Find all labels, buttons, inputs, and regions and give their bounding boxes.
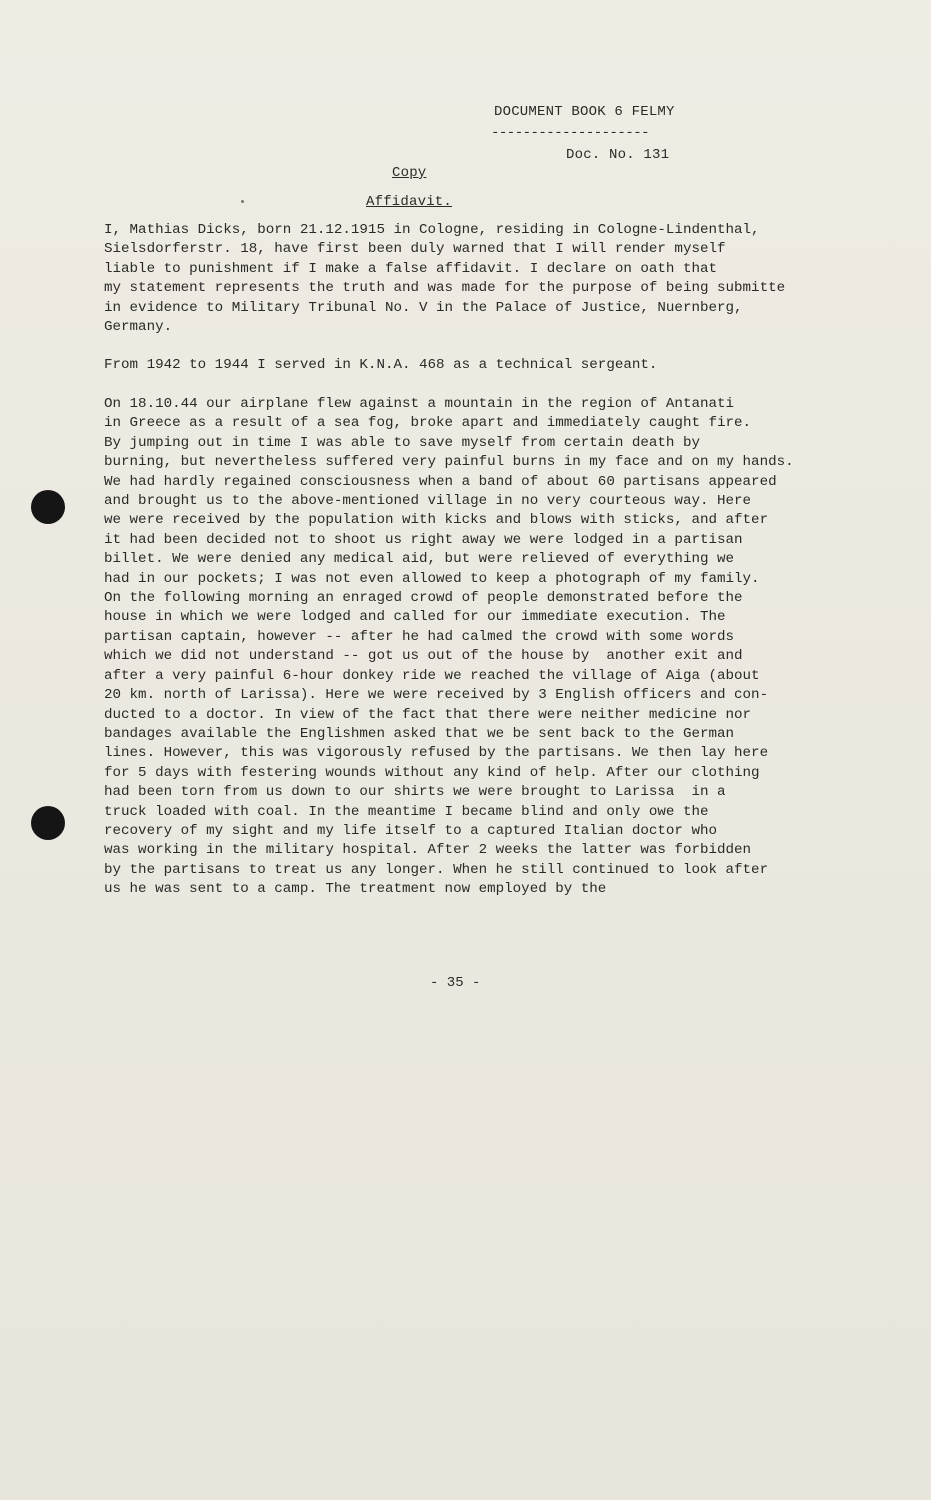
affidavit-title: Affidavit. bbox=[366, 194, 453, 210]
punch-hole-top bbox=[31, 490, 65, 524]
affidavit-intro-paragraph: I, Mathias Dicks, born 21.12.1915 in Cologne, residing in Cologne-Lindenthal, Sielsdorferstr. 18, have first been duly warned that I will render myself liable to punishment if I make a false affidavit. I declare on oath that my statement represents the truth and was made for the purpose of being submitte in evidence to Military Tribunal No. V in the Palace of Justice, Nuernberg, Germany. bbox=[104, 222, 786, 336]
copy-label: Copy bbox=[392, 165, 427, 181]
punch-hole-bottom bbox=[31, 806, 65, 840]
header-separator: -------------------- bbox=[491, 125, 650, 141]
account-paragraph: On 18.10.44 our airplane flew against a mountain in the region of Antanati in Greece as a result of a sea fog, broke apart and immediately caught fire. By jumping out in time I was able to save myself from certain death by burning, but nevertheless suffered very painful burns in my face and on my hands. We had hardly regained consciousness when a band of about 60 partisans appeared and brought us to the above-mentioned village in no very courteous way. Here we were received by the population with kicks and blows with sticks, and after it had been decided not to shoot us right away we were lodged in a partisan billet. We were denied any medical aid, but were relieved of everything we had in our pockets; I was not even allowed to keep a photograph of my family. On the following morning an enraged crowd of people demonstrated before the house in which we were lodged and called for our immediate execution. The partisan captain, however -- after he had calmed the crowd with some words which we did not understand -- got us out of the house by another exit and after a very painful 6-hour donkey ride we reached the village of Aiga (about 20 km. north of Larissa). Here we were received by 3 English officers and con- ducted to a doctor. In view of the fact that there were neither medicine nor bandages available the Englishmen asked that we be sent back to the German lines. However, this was vigorously refused by the partisans. We then lay here for 5 days with festering wounds without any kind of help. After our clothing had been torn from us down to our shirts we were brought to Larissa in a truck loaded with coal. In the meantime I became blind and only owe the recovery of my sight and my life itself to a captured Italian doctor who was working in the military hospital. After 2 weeks the latter was forbidden by the partisans to treat us any longer. When he still continued to look after us he was sent to a camp. The treatment now employed by the bbox=[104, 396, 794, 898]
paper-speck bbox=[241, 200, 244, 203]
page-number: - 35 - bbox=[430, 975, 481, 991]
service-paragraph: From 1942 to 1944 I served in K.N.A. 468 as a technical sergeant. bbox=[104, 357, 658, 373]
document-book-label: DOCUMENT BOOK 6 FELMY bbox=[494, 104, 675, 120]
document-number: Doc. No. 131 bbox=[566, 147, 670, 163]
